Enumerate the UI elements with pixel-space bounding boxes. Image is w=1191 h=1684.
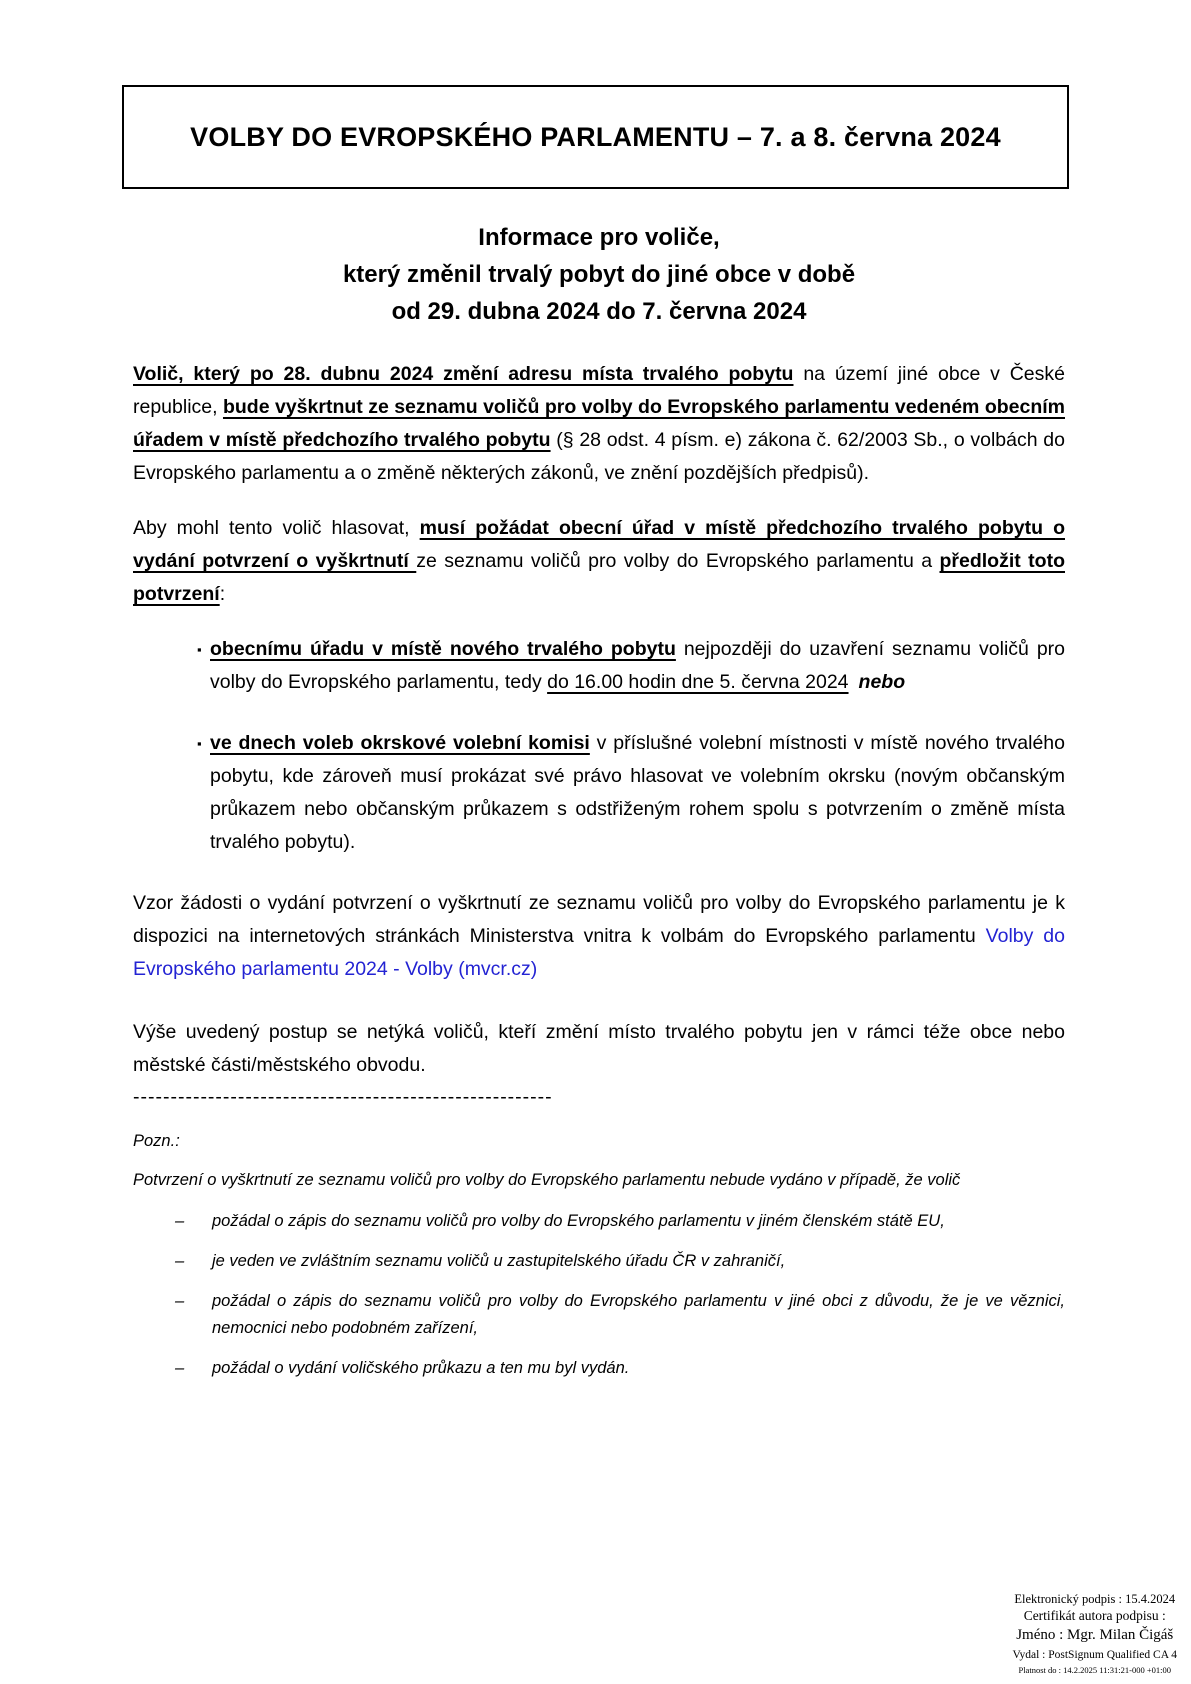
text-segment: (§ 28 odst. 4 písm. e) zákona č. 62/2003 Sb., o volbách do Evropského parlamentu a o změně některých zákonů, ve znění pozdějších předpisů). — [133, 429, 1065, 484]
square-bullet-icon: ▪ — [197, 642, 202, 657]
subtitle-line-2: který změnil trvalý pobyt do jiné obce v době — [342, 261, 856, 288]
signature-issuer: Vydal : PostSignum Qualified CA 4 — [1012, 1649, 1177, 1662]
signature-validity: Platnost do : 14.2.2025 11:31:21-000 +01:00 — [1018, 1664, 1171, 1675]
signature-electronic-date: Elektronický podpis : 15.4.2024 — [1014, 1591, 1176, 1606]
signature-name: Jméno : Mgr. Milan Čigáš — [1016, 1626, 1174, 1643]
document-title: VOLBY DO EVROPSKÉHO PARLAMENTU – 7. a 8. června 2024 — [190, 121, 1001, 152]
text-segment-bold-underline: ve dnech voleb okrskové volební komisi — [210, 732, 590, 754]
note-item-volicsky-prukaz — [175, 1355, 1065, 1382]
subtitle — [133, 219, 1065, 330]
bullet-item-okrskova-komise — [197, 727, 1065, 859]
note-label: Pozn.: — [133, 1132, 180, 1150]
dash-bullet-icon: – — [175, 1252, 185, 1270]
text-segment-underline: do 16.00 hodin dne 5. června 2024 — [547, 671, 849, 693]
bullet-item-obecni-urad — [197, 633, 1065, 699]
dash-bullet-icon: – — [175, 1359, 185, 1377]
note-item-jiny-clensky-stat — [175, 1208, 1065, 1235]
text-segment: nejpozději do uzavření seznamu voličů pro volby do Evropského parlamentu, tedy — [210, 638, 1066, 693]
subtitle-line-3: od 29. dubna 2024 do 7. června 2024 — [391, 298, 807, 325]
bullet-text — [210, 727, 1065, 859]
dashed-divider: -------------------------------------------------------- — [133, 1086, 553, 1108]
text-segment: v příslušné volební místnosti v místě nového trvalého pobytu, kde zároveň musí prokázat své právo hlasovat ve volebním okrsku (novým občanským průkazem nebo občanským průkazem s odstřiženým rohem spolu s potvrzením o změně místa trvalého pobytu). — [210, 732, 1065, 853]
dash-bullet-icon: – — [175, 1292, 185, 1310]
paragraph-aby-mohl — [133, 512, 1065, 611]
paragraph-vzor-zadosti — [133, 887, 1065, 986]
dash-bullet-icon: – — [175, 1212, 185, 1230]
text-segment-bold-underline: bude vyškrtnut ze seznamu voličů pro volby do Evropského parlamentu vedeném obecním úřadem v místě předchozího trvalého pobytu — [133, 396, 1065, 451]
text-segment: : — [219, 583, 226, 605]
text-segment-bold-italic: nebo — [858, 671, 906, 693]
text-segment-bold-underline: Volič, který po 28. dubnu 2024 změní adresu místa trvalého pobytu — [133, 363, 794, 385]
signature-certificate-label: Certifikát autora podpisu : — [1023, 1607, 1166, 1623]
text-segment: Výše uvedený postup se netýká voličů, kteří změní místo trvalého pobytu jen v rámci téže obce nebo městské části/městského obvodu. — [133, 1021, 1065, 1076]
note-item-zvlastni-seznam — [175, 1248, 1065, 1275]
text-segment: Aby mohl tento volič hlasovat, — [133, 517, 420, 539]
text-segment: na území jiné obce v České republice, — [133, 363, 1065, 418]
bullet-text — [210, 633, 1065, 699]
subtitle-line-1: Informace pro voliče, — [478, 224, 720, 251]
note-item-text: požádal o vydání voličského průkazu a ten mu byl vydán. — [212, 1359, 630, 1377]
text-segment-bold-underline: musí požádat obecní úřad v místě předchozího trvalého pobytu o vydání potvrzení o vyškrtnutí — [133, 517, 1065, 572]
text-segment: ze seznamu voličů pro volby do Evropského parlamentu a — [416, 550, 940, 572]
text-segment-bold-underline: předložit toto potvrzení — [133, 550, 1065, 605]
note-item-jina-obec — [175, 1288, 1065, 1342]
title-box — [122, 85, 1069, 189]
text-segment: Vzor žádosti o vydání potvrzení o vyškrtnutí ze seznamu voličů pro volby do Evropského parlamentu je k dispozici na internetových stránkách Ministerstva vnitra k volbám do Evropského parlamentu — [133, 892, 1065, 947]
signature-block — [1012, 1591, 1177, 1676]
note-intro: Potvrzení o vyškrtnutí ze seznamu voličů pro volby do Evropského parlamentu nebude vydáno v případě, že volič — [133, 1171, 961, 1189]
note-item-text: je veden ve zvláštním seznamu voličů u zastupitelského úřadu ČR v zahraničí, — [212, 1252, 786, 1270]
square-bullet-icon: ▪ — [197, 736, 202, 751]
note-item-text: požádal o zápis do seznamu voličů pro volby do Evropského parlamentu v jiném členském státě EU, — [212, 1212, 945, 1230]
paragraph-vyse-uvedeny — [133, 1016, 1065, 1082]
mvcr-link[interactable]: Volby do Evropského parlamentu 2024 - Volby (mvcr.cz) — [133, 925, 1065, 980]
paragraph-volic — [133, 358, 1065, 490]
text-segment-bold-underline: obecnímu úřadu v místě nového trvalého pobytu — [210, 638, 676, 660]
note-item-text: požádal o zápis do seznamu voličů pro volby do Evropského parlamentu v jiné obci z důvodu, že je ve věznici, nemocnici nebo podobném zařízení, — [212, 1292, 1065, 1337]
